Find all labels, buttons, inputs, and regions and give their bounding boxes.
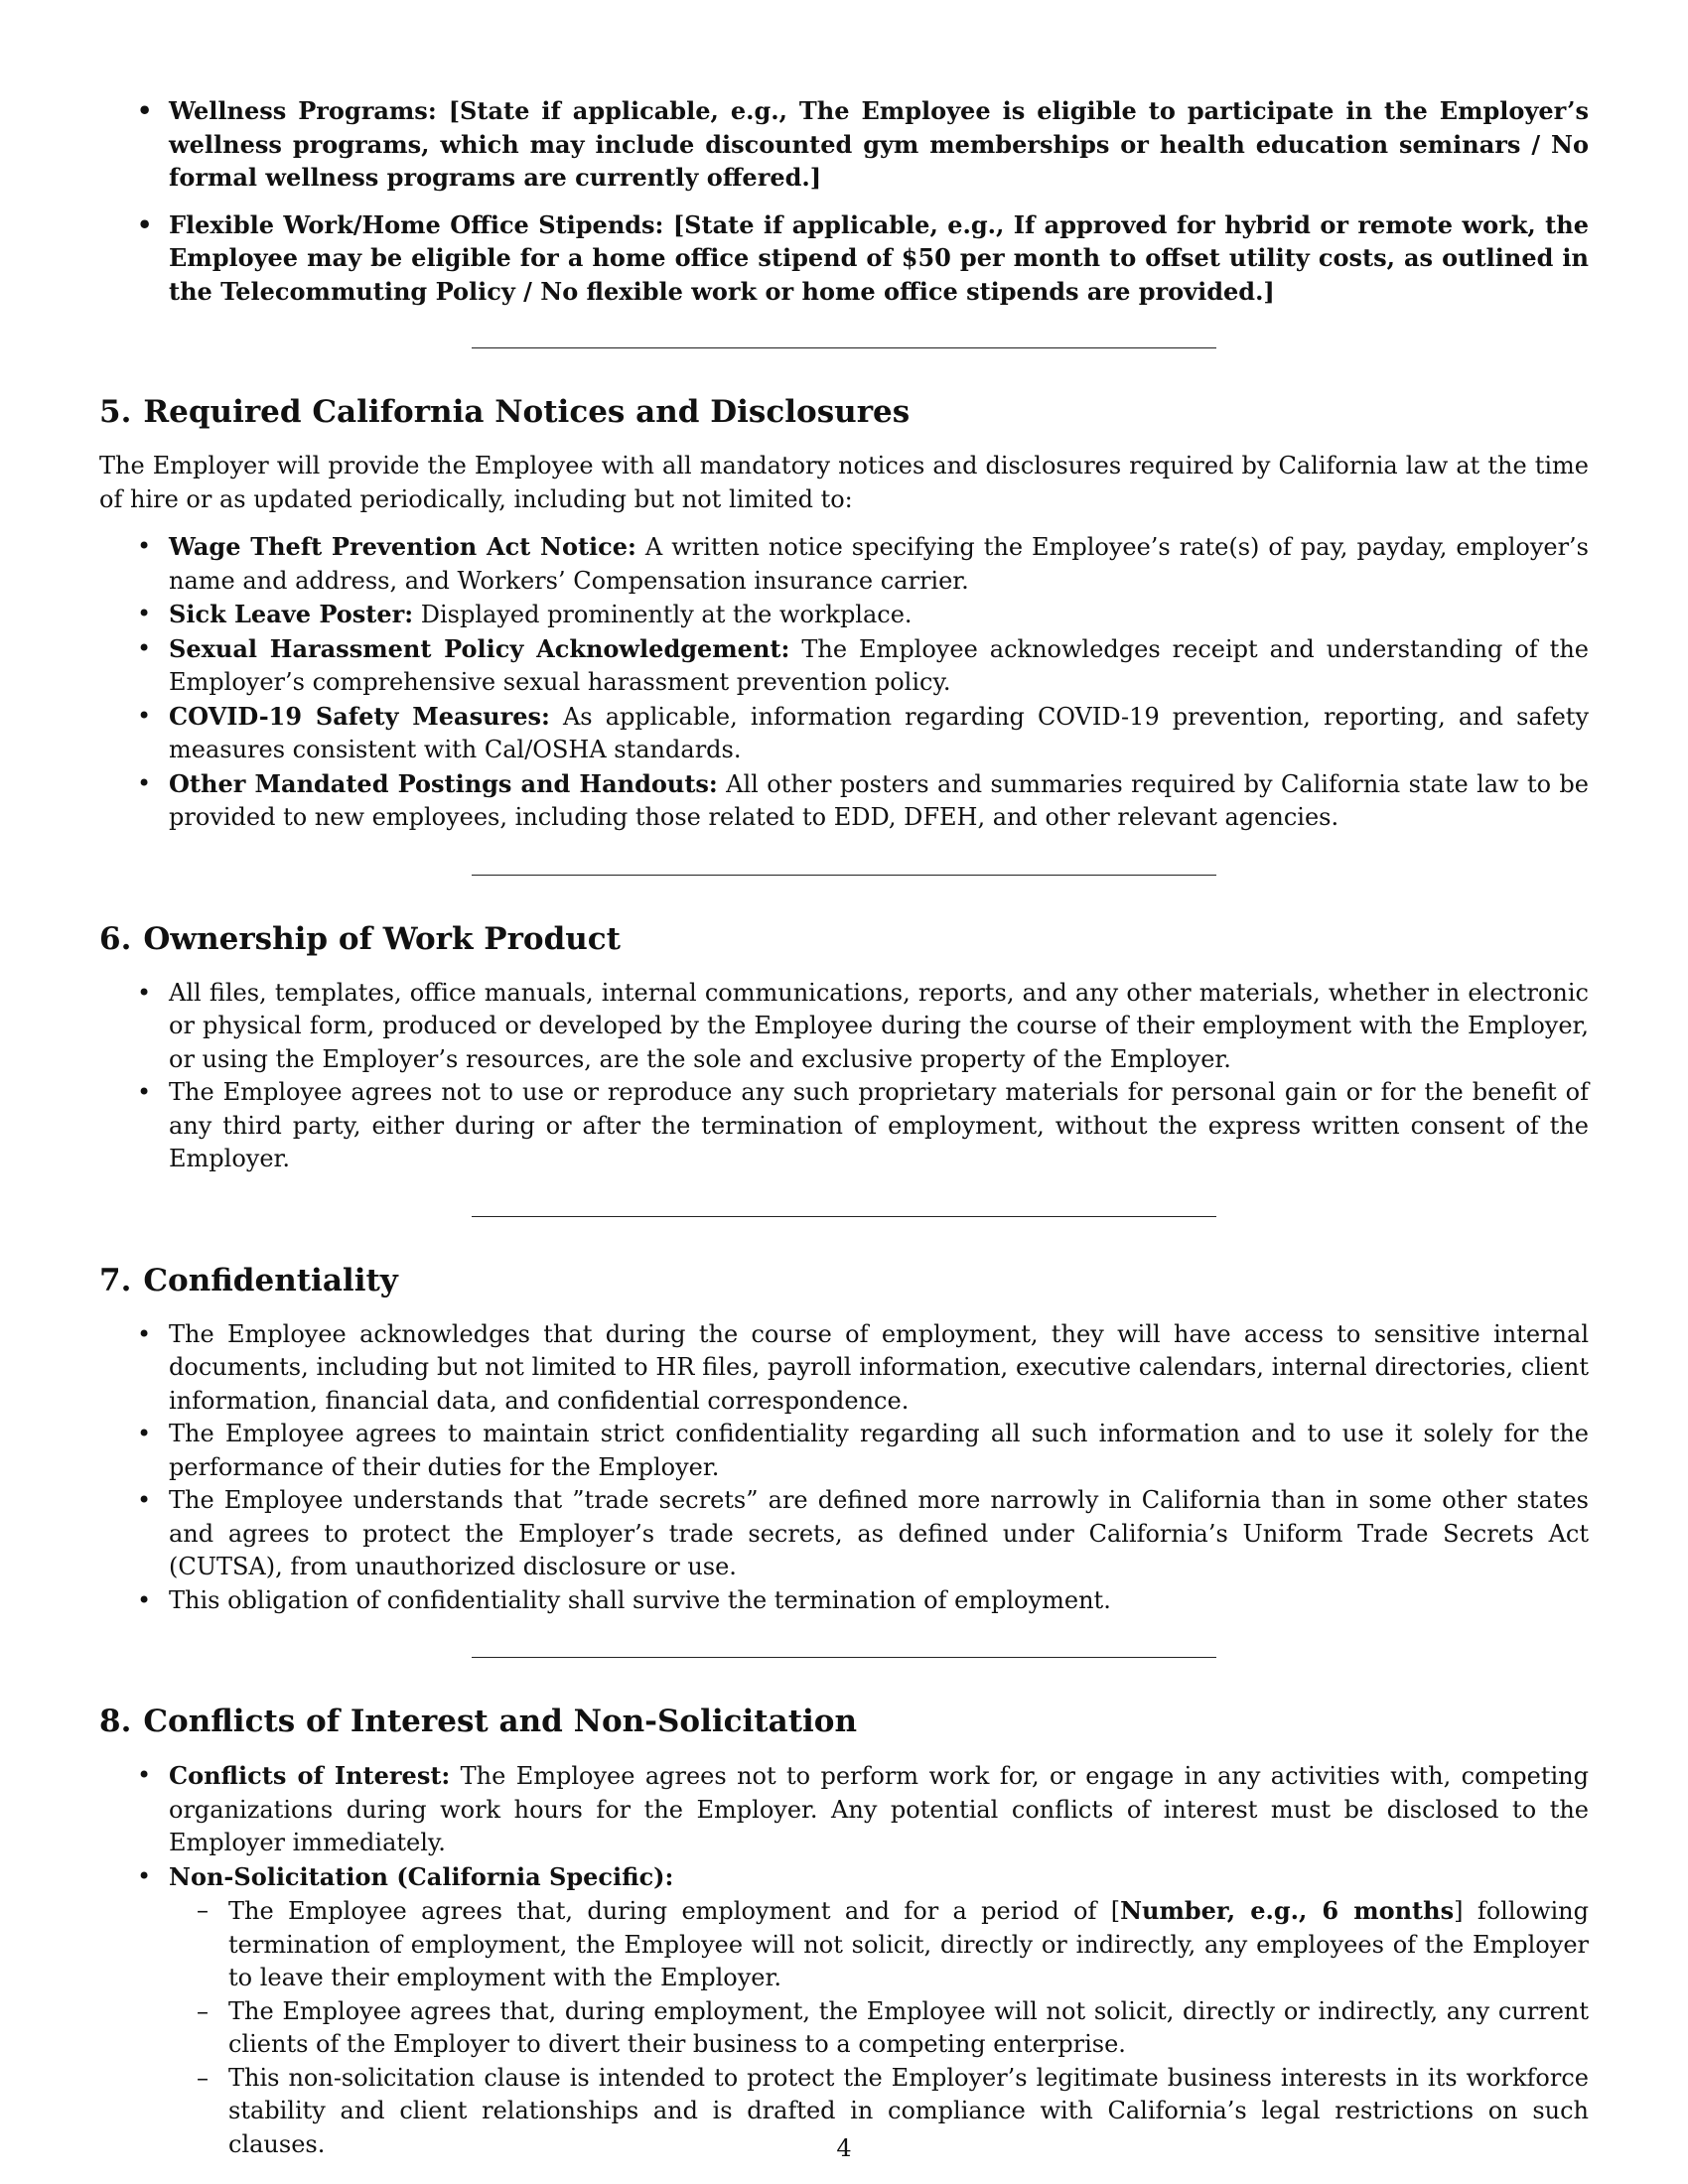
- list-item: [99, 632, 1589, 700]
- item-label: Sexual Harassment Policy Acknowledgement:: [169, 633, 790, 663]
- list-item: • The Employee agrees not to use or reproduce any such proprietary materials for personal gain or for the benefit of any third party, either during or after the termination of employment, without the express written consent of the Employer.: [99, 1076, 1589, 1176]
- conflicts-list: [99, 1759, 1589, 2161]
- section-heading: [99, 919, 1589, 959]
- list-item: • The Employee acknowledges that during the course of employment, they will have access to sensitive internal documents, including but not limited to HR files, payroll information, executive calendars, internal directories, client information, financial data, and confidential correspondence.: [99, 1318, 1589, 1419]
- item-text: The Employee agrees not to perform work for, or engage in any activities with, competing organizations during work hours for the Employer. Any potential conflicts of interest must be disclosed to the Employer immediately.: [169, 1762, 1589, 1856]
- section-number: 5.: [99, 394, 132, 430]
- list-item: [99, 598, 1589, 632]
- item-label: Sick Leave Poster:: [169, 600, 414, 628]
- flex-stipend-label: Flexible Work/Home Office Stipends:: [169, 209, 664, 239]
- nonsolicit-sublist: [169, 1894, 1589, 2161]
- confidentiality-list: [99, 1318, 1589, 1618]
- section-divider: [472, 1657, 1216, 1658]
- item-text: Displayed prominently at the workplace.: [420, 601, 913, 628]
- wellness-text: [State if applicable, e.g., The Employee is eligible to participate in the Employer’s wellness programs, which may include discounted gym memberships or health education seminars / No formal wellness programs are currently offered.]: [169, 96, 1590, 192]
- document-page: [99, 94, 1589, 2161]
- section-number: 6.: [99, 920, 132, 957]
- section-title: Required California Notices and Disclosures: [143, 394, 911, 430]
- page-number: 4: [836, 2134, 852, 2162]
- section-heading: [99, 1261, 1589, 1300]
- section-divider: [472, 1216, 1216, 1217]
- sub-list-item: – This non-solicitation clause is intended to protect the Employer’s legitimate business interests in its workforce stability and client relationships and is drafted in compliance with California’s legal restrictions on such clauses.: [169, 2062, 1589, 2162]
- section-heading: [99, 1702, 1589, 1741]
- benefits-list: [99, 94, 1589, 308]
- wellness-label: Wellness Programs:: [169, 96, 437, 125]
- item-text: The Employee acknowledges receipt and understanding of the Employer’s comprehensive sexual harassment prevention policy.: [169, 634, 1589, 696]
- list-item: [99, 767, 1589, 835]
- section-divider: [472, 347, 1216, 348]
- list-item: [99, 530, 1589, 598]
- item-text: A written notice specifying the Employee’s rate(s) of pay, payday, employer’s name and address, and Workers’ Compensation insurance carrier.: [169, 533, 1589, 595]
- section-title: Confidentiality: [143, 1262, 398, 1298]
- list-item: [99, 1860, 1589, 2162]
- item-text: The Employee agrees that, during employment and for a period of [: [228, 1897, 1121, 1925]
- list-item: • The Employee agrees to maintain strict confidentiality regarding all such information and to use it solely for the performance of their duties for the Employer.: [99, 1418, 1589, 1484]
- section-title: Conflicts of Interest and Non-Solicitation: [143, 1704, 858, 1739]
- sub-list-item: – The Employee agrees that, during employment, the Employee will not solicit, directly or indirectly, any current clients of the Employer to divert their business to a competing enterprise.: [169, 1995, 1589, 2062]
- item-label: COVID-19 Safety Measures:: [169, 701, 550, 731]
- list-item: • This obligation of confidentiality shall survive the termination of employment.: [99, 1584, 1589, 1618]
- notices-list: [99, 530, 1589, 835]
- section-intro: The Employer will provide the Employee with all mandatory notices and disclosures required by California law at the time of hire or as updated periodically, including but not limited to:: [99, 452, 1589, 513]
- list-item: [99, 1759, 1589, 1860]
- list-item: [99, 208, 1589, 309]
- item-label: Other Mandated Postings and Handouts:: [169, 768, 718, 798]
- flex-stipend-text: [State if applicable, e.g., If approved for hybrid or remote work, the Employee may be eligible for a home office stipend of $50 per month to offset utility costs, as outlined in the Telecommuting Policy / No flexible work or home office stipends are provided.]: [169, 209, 1589, 306]
- item-text: As applicable, information regarding COVID-19 prevention, reporting, and safety measures consistent with Cal/OSHA standards.: [169, 702, 1590, 763]
- list-item: [99, 700, 1589, 767]
- section-number: 8.: [99, 1704, 132, 1739]
- item-text: ] following termination of employment, the Employee will not solicit, directly or indirectly, any employees of the Employer to leave their employment with the Employer.: [228, 1897, 1589, 1991]
- item-label: Conflicts of Interest:: [169, 1761, 451, 1790]
- list-item: • The Employee understands that ”trade secrets” are defined more narrowly in California than in some other states and agrees to protect the Employer’s trade secrets, as defined under California’s Uniform Trade Secrets Act (CUTSA), from unauthorized disclosure or use.: [99, 1484, 1589, 1584]
- section-number: 7.: [99, 1262, 132, 1298]
- item-label: Wage Theft Prevention Act Notice:: [169, 532, 636, 561]
- item-text: All other posters and summaries required by California state law to be provided to new employees, including those related to EDD, DFEH, and other relevant agencies.: [169, 769, 1589, 831]
- ownership-list: [99, 977, 1589, 1176]
- list-item: [99, 94, 1589, 195]
- section-heading: [99, 392, 1589, 432]
- sub-list-item: [169, 1894, 1589, 1995]
- item-label: Non-Solicitation (California Specific):: [169, 1861, 674, 1891]
- list-item: • All files, templates, office manuals, internal communications, reports, and any other materials, whether in electronic or physical form, produced or developed by the Employee during the course of their employment with the Employer, or using the Employer’s resources, are the sole and exclusive property of the Employer.: [99, 977, 1589, 1077]
- placeholder-term: Number, e.g., 6 months: [1120, 1896, 1455, 1925]
- section-divider: [472, 875, 1216, 876]
- section-title: Ownership of Work Product: [143, 920, 621, 957]
